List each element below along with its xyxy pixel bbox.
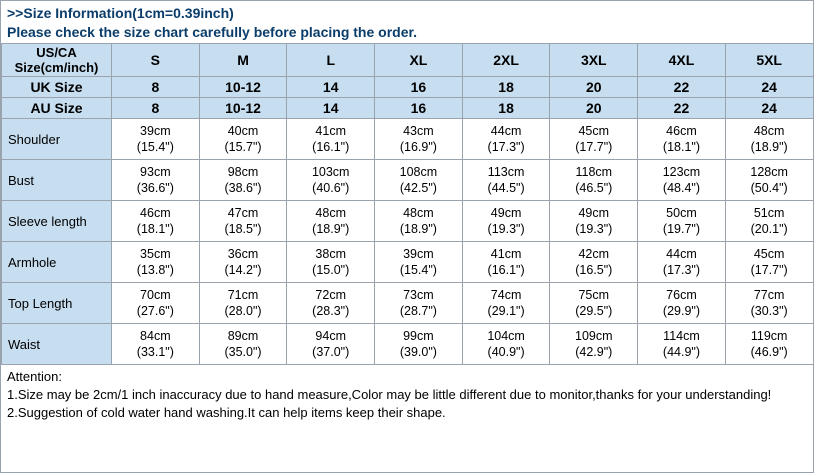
cell-measurement xyxy=(287,160,375,201)
cell-value-inch: (38.6") xyxy=(224,181,262,195)
cell-measurement xyxy=(287,242,375,283)
cell-value-inch: (15.0") xyxy=(312,263,350,277)
cell-value-cm: 38cm xyxy=(315,247,346,261)
table-row xyxy=(2,160,814,201)
cell-value-inch: (15.4") xyxy=(136,140,174,154)
cell-value-cm: 40cm xyxy=(227,124,259,138)
attention-notes xyxy=(1,365,813,472)
row-label-measurement: Top Length xyxy=(2,283,112,324)
cell-value-cm: 48cm xyxy=(753,124,785,138)
row-label-uk-size: UK Size xyxy=(2,77,112,98)
cell-value-cm: 123cm xyxy=(662,165,701,179)
cell-measurement xyxy=(550,160,638,201)
cell-value-inch: (28.0") xyxy=(224,304,262,318)
cell-value-inch: (17.7") xyxy=(575,140,613,154)
cell-value-inch: (36.6") xyxy=(136,181,174,195)
column-header-size: XL xyxy=(375,44,463,77)
cell-measurement xyxy=(112,324,200,365)
cell-value-inch: (17.7") xyxy=(750,263,788,277)
cell-uk-size: 20 xyxy=(550,77,638,98)
row-label-au-size: AU Size xyxy=(2,98,112,119)
cell-measurement xyxy=(638,119,726,160)
cell-value-cm: 128cm xyxy=(750,165,788,179)
cell-value-cm: 77cm xyxy=(753,288,785,302)
cell-measurement xyxy=(638,242,726,283)
cell-au-size: 8 xyxy=(112,98,200,119)
table-row-uk-size xyxy=(2,77,814,98)
cell-value-cm: 39cm xyxy=(403,247,434,261)
cell-measurement xyxy=(287,283,375,324)
cell-value-cm: 44cm xyxy=(666,247,697,261)
cell-value-cm: 48cm xyxy=(315,206,346,220)
cell-measurement xyxy=(550,324,638,365)
table-row xyxy=(2,324,814,365)
cell-value-cm: 49cm xyxy=(578,206,610,220)
cell-measurement xyxy=(725,201,813,242)
cell-value-inch: (18.5") xyxy=(224,222,262,236)
cell-measurement xyxy=(725,283,813,324)
cell-value-inch: (18.9") xyxy=(750,140,788,154)
cell-au-size: 18 xyxy=(462,98,550,119)
size-information-title: >>Size Information(1cm=0.39inch) xyxy=(7,5,234,21)
cell-measurement xyxy=(199,324,287,365)
cell-measurement xyxy=(287,119,375,160)
cell-measurement xyxy=(550,242,638,283)
row-label-measurement: Shoulder xyxy=(2,119,112,160)
column-header-size: 2XL xyxy=(462,44,550,77)
cell-value-inch: (46.5") xyxy=(575,181,613,195)
cell-au-size: 10-12 xyxy=(199,98,287,119)
cell-measurement xyxy=(638,160,726,201)
cell-value-inch: (19.3") xyxy=(487,222,525,236)
row-label-measurement: Sleeve length xyxy=(2,201,112,242)
cell-value-cm: 89cm xyxy=(227,329,259,343)
cell-value-inch: (46.9") xyxy=(750,345,788,359)
cell-value-cm: 84cm xyxy=(140,329,171,343)
cell-value-cm: 73cm xyxy=(403,288,434,302)
cell-measurement xyxy=(462,160,550,201)
cell-value-cm: 41cm xyxy=(490,247,522,261)
cell-value-cm: 94cm xyxy=(315,329,346,343)
cell-measurement xyxy=(375,242,463,283)
cell-value-cm: 42cm xyxy=(578,247,610,261)
cell-value-inch: (37.0") xyxy=(312,345,350,359)
cell-value-inch: (16.5") xyxy=(575,263,613,277)
cell-measurement xyxy=(375,119,463,160)
cell-value-inch: (28.7") xyxy=(399,304,437,318)
table-row-au-size xyxy=(2,98,814,119)
cell-value-inch: (35.0") xyxy=(224,345,262,359)
row-label-measurement: Bust xyxy=(2,160,112,201)
cell-value-cm: 99cm xyxy=(403,329,434,343)
cell-uk-size: 16 xyxy=(375,77,463,98)
cell-measurement xyxy=(375,201,463,242)
cell-au-size: 14 xyxy=(287,98,375,119)
cell-value-cm: 44cm xyxy=(490,124,522,138)
cell-value-cm: 108cm xyxy=(399,165,438,179)
cell-value-inch: (29.9") xyxy=(662,304,701,318)
column-header-size: S xyxy=(112,44,200,77)
cell-value-cm: 93cm xyxy=(140,165,171,179)
cell-value-cm: 45cm xyxy=(753,247,785,261)
cell-measurement xyxy=(550,201,638,242)
cell-measurement xyxy=(550,119,638,160)
cell-uk-size: 10-12 xyxy=(199,77,287,98)
cell-value-inch: (30.3") xyxy=(750,304,788,318)
cell-value-inch: (39.0") xyxy=(399,345,437,359)
cell-measurement xyxy=(287,201,375,242)
row-label-measurement: Armhole xyxy=(2,242,112,283)
cell-value-cm: 103cm xyxy=(311,165,350,179)
cell-measurement xyxy=(550,283,638,324)
cell-value-inch: (17.3") xyxy=(487,140,525,154)
cell-measurement xyxy=(462,242,550,283)
cell-value-cm: 119cm xyxy=(750,329,788,343)
cell-value-inch: (18.9") xyxy=(312,222,350,236)
cell-measurement xyxy=(199,201,287,242)
cell-value-inch: (27.6") xyxy=(136,304,174,318)
cell-value-inch: (33.1") xyxy=(136,345,174,359)
cell-uk-size: 22 xyxy=(638,77,726,98)
cell-value-cm: 49cm xyxy=(490,206,522,220)
cell-measurement xyxy=(462,324,550,365)
cell-value-inch: (16.9") xyxy=(399,140,437,154)
cell-value-inch: (44.9") xyxy=(662,345,701,359)
size-table xyxy=(1,43,814,365)
cell-value-cm: 109cm xyxy=(575,329,613,343)
cell-value-inch: (15.4") xyxy=(399,263,437,277)
cell-value-inch: (14.2") xyxy=(224,263,262,277)
cell-value-cm: 43cm xyxy=(403,124,434,138)
cell-value-cm: 47cm xyxy=(227,206,259,220)
cell-value-inch: (16.1") xyxy=(487,263,525,277)
cell-value-inch: (19.7") xyxy=(662,222,701,236)
cell-measurement xyxy=(199,160,287,201)
cell-value-inch: (44.5") xyxy=(487,181,525,195)
cell-measurement xyxy=(375,324,463,365)
attention-title: Attention: xyxy=(7,369,62,384)
cell-value-inch: (48.4") xyxy=(662,181,701,195)
cell-value-cm: 113cm xyxy=(487,165,525,179)
column-header-size: 3XL xyxy=(550,44,638,77)
cell-value-cm: 114cm xyxy=(663,329,700,343)
cell-value-cm: 50cm xyxy=(666,206,697,220)
cell-value-inch: (16.1") xyxy=(312,140,350,154)
cell-value-cm: 98cm xyxy=(227,165,259,179)
cell-measurement xyxy=(199,283,287,324)
cell-value-inch: (17.3") xyxy=(662,263,701,277)
cell-value-cm: 118cm xyxy=(575,165,613,179)
column-header-size: 5XL xyxy=(725,44,813,77)
cell-uk-size: 14 xyxy=(287,77,375,98)
cell-value-inch: (50.4") xyxy=(750,181,788,195)
cell-value-cm: 46cm xyxy=(140,206,171,220)
cell-measurement xyxy=(287,324,375,365)
row-label-measurement: Waist xyxy=(2,324,112,365)
cell-measurement xyxy=(638,324,726,365)
cell-value-cm: 75cm xyxy=(578,288,610,302)
cell-value-cm: 71cm xyxy=(227,288,259,302)
cell-value-cm: 45cm xyxy=(578,124,610,138)
cell-value-cm: 48cm xyxy=(403,206,434,220)
cell-value-inch: (15.7") xyxy=(224,140,262,154)
cell-measurement xyxy=(112,160,200,201)
cell-measurement xyxy=(112,242,200,283)
cell-value-cm: 51cm xyxy=(753,206,785,220)
attention-note-1: 1.Size may be 2cm/1 inch inaccuracy due to hand measure,Color may be little different due to monitor,thanks for your understanding! xyxy=(7,387,772,402)
column-header-size-label: US/CA Size(cm/inch) xyxy=(2,44,112,77)
size-check-notice: Please check the size chart carefully before placing the order. xyxy=(7,24,418,40)
table-row xyxy=(2,283,814,324)
header xyxy=(1,1,813,43)
cell-value-inch: (29.5") xyxy=(575,304,613,318)
cell-measurement xyxy=(638,201,726,242)
cell-value-cm: 72cm xyxy=(315,288,346,302)
cell-au-size: 16 xyxy=(375,98,463,119)
cell-value-cm: 70cm xyxy=(140,288,171,302)
cell-measurement xyxy=(725,160,813,201)
cell-value-inch: (42.5") xyxy=(399,181,437,195)
cell-measurement xyxy=(375,283,463,324)
cell-uk-size: 24 xyxy=(725,77,813,98)
cell-value-inch: (20.1") xyxy=(750,222,788,236)
cell-measurement xyxy=(725,242,813,283)
cell-value-inch: (13.8") xyxy=(136,263,174,277)
cell-value-cm: 76cm xyxy=(666,288,697,302)
cell-measurement xyxy=(199,119,287,160)
cell-value-inch: (19.3") xyxy=(575,222,613,236)
cell-measurement xyxy=(375,160,463,201)
cell-uk-size: 18 xyxy=(462,77,550,98)
cell-measurement xyxy=(462,201,550,242)
cell-value-inch: (18.9") xyxy=(399,222,437,236)
cell-measurement xyxy=(112,201,200,242)
column-header-size: M xyxy=(199,44,287,77)
column-header-size: L xyxy=(287,44,375,77)
cell-au-size: 20 xyxy=(550,98,638,119)
attention-note-2: 2.Suggestion of cold water hand washing.It can help items keep their shape. xyxy=(7,405,446,420)
cell-au-size: 22 xyxy=(638,98,726,119)
cell-value-cm: 35cm xyxy=(140,247,171,261)
table-row xyxy=(2,242,814,283)
table-header-row xyxy=(2,44,814,77)
cell-value-cm: 104cm xyxy=(487,329,525,343)
cell-value-cm: 36cm xyxy=(227,247,259,261)
cell-value-inch: (18.1") xyxy=(662,140,701,154)
cell-value-inch: (29.1") xyxy=(487,304,525,318)
column-header-size: 4XL xyxy=(638,44,726,77)
cell-value-cm: 74cm xyxy=(490,288,522,302)
table-row xyxy=(2,119,814,160)
cell-au-size: 24 xyxy=(725,98,813,119)
cell-value-inch: (28.3") xyxy=(312,304,350,318)
cell-value-cm: 39cm xyxy=(140,124,171,138)
cell-value-inch: (18.1") xyxy=(136,222,174,236)
cell-measurement xyxy=(112,119,200,160)
cell-value-inch: (42.9") xyxy=(575,345,613,359)
cell-measurement xyxy=(638,283,726,324)
cell-measurement xyxy=(112,283,200,324)
cell-measurement xyxy=(725,324,813,365)
cell-value-inch: (40.6") xyxy=(312,181,350,195)
cell-value-cm: 41cm xyxy=(315,124,346,138)
cell-value-cm: 46cm xyxy=(666,124,697,138)
cell-measurement xyxy=(725,119,813,160)
cell-uk-size: 8 xyxy=(112,77,200,98)
cell-measurement xyxy=(199,242,287,283)
table-row xyxy=(2,201,814,242)
cell-value-inch: (40.9") xyxy=(487,345,525,359)
cell-measurement xyxy=(462,119,550,160)
cell-measurement xyxy=(462,283,550,324)
